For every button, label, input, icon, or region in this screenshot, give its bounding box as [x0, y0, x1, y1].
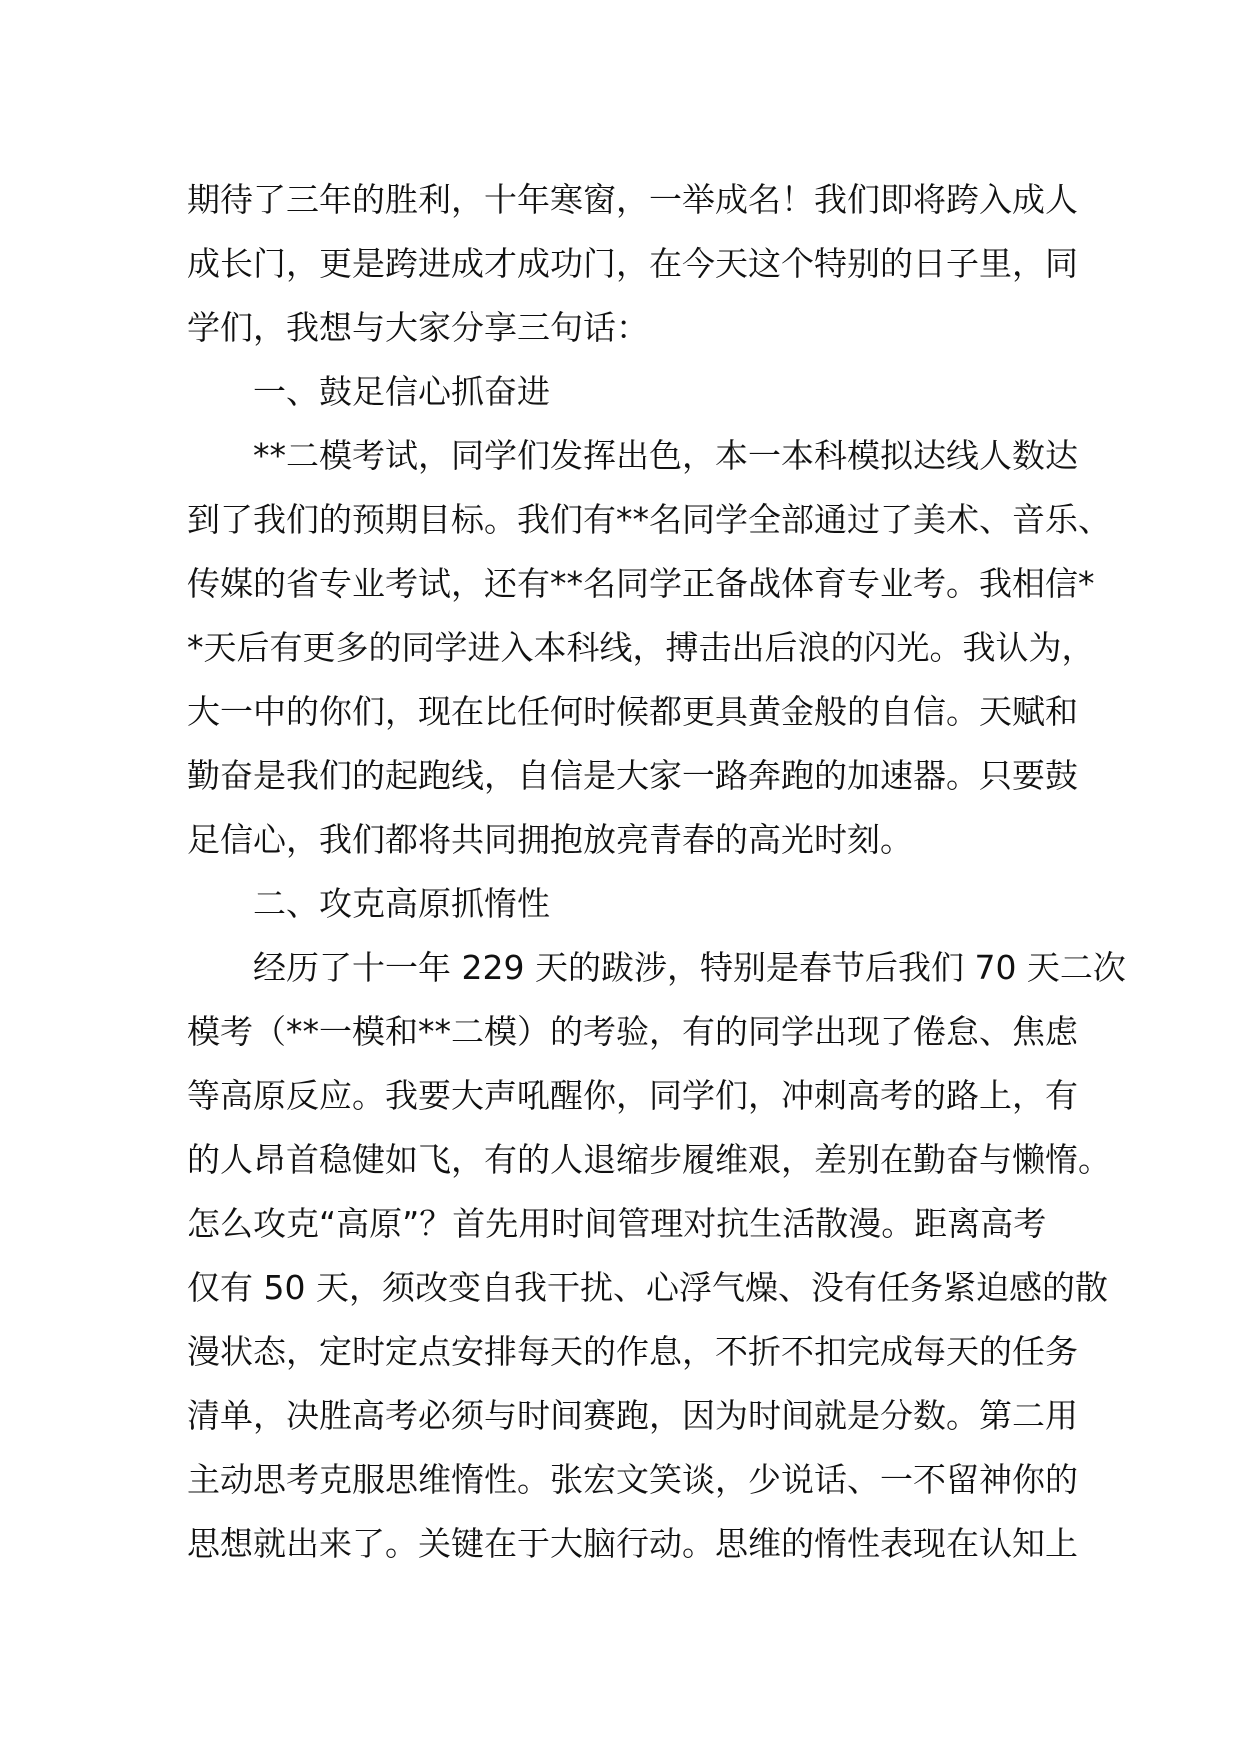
text-line-21: 主动思考克服思维惰性。张宏文笑谈，少说话、一不留神你的 — [187, 1460, 1078, 1499]
text-line-19: 漫状态，定时定点安排每天的作息，不折不扣完成每天的任务 — [187, 1332, 1078, 1371]
text-line-1: 期待了三年的胜利，十年寒窗，一举成名！我们即将跨入成人 — [187, 180, 1078, 219]
text-line-13: 经历了十一年 229 天的跋涉，特别是春节后我们 70 天二次 — [253, 948, 1126, 987]
text-line-16: 的人昂首稳健如飞，有的人退缩步履维艰，差别在勤奋与懒惰。 — [187, 1140, 1111, 1179]
text-line-7: 传媒的省专业考试，还有**名同学正备战体育专业考。我相信* — [187, 564, 1095, 603]
text-line-9: 大一中的你们，现在比任何时候都更具黄金般的自信。天赋和 — [187, 692, 1078, 731]
text-line-17: 怎么攻克“高原”？首先用时间管理对抗生活散漫。距离高考 — [187, 1204, 1047, 1243]
text-line-2: 成长门，更是跨进成才成功门，在今天这个特别的日子里，同 — [187, 244, 1078, 283]
text-line-22: 思想就出来了。关键在于大脑行动。思维的惰性表现在认知上 — [187, 1524, 1078, 1563]
text-line-8: *天后有更多的同学进入本科线，搏击出后浪的闪光。我认为， — [187, 628, 1095, 667]
text-line-10: 勤奋是我们的起跑线，自信是大家一路奔跑的加速器。只要鼓 — [187, 756, 1078, 795]
text-line-5: **二模考试，同学们发挥出色，本一本科模拟达线人数达 — [253, 436, 1078, 475]
text-line-20: 清单，决胜高考必须与时间赛跑，因为时间就是分数。第二用 — [187, 1396, 1078, 1435]
section-heading-1: 一、鼓足信心抓奋进 — [253, 372, 550, 411]
text-line-18: 仅有 50 天，须改变自我干扰、心浮气燥、没有任务紧迫感的散 — [187, 1268, 1108, 1307]
text-line-6: 到了我们的预期目标。我们有**名同学全部通过了美术、音乐、 — [187, 500, 1111, 539]
text-line-15: 等高原反应。我要大声吼醒你，同学们，冲刺高考的路上，有 — [187, 1076, 1078, 1115]
text-line-14: 模考（**一模和**二模）的考验，有的同学出现了倦怠、焦虑 — [187, 1012, 1078, 1051]
text-line-3: 学们，我想与大家分享三句话： — [187, 308, 649, 347]
document-body — [187, 168, 1126, 1576]
section-heading-2: 二、攻克高原抓惰性 — [253, 884, 550, 923]
text-line-11: 足信心，我们都将共同拥抱放亮青春的高光时刻。 — [187, 820, 913, 859]
